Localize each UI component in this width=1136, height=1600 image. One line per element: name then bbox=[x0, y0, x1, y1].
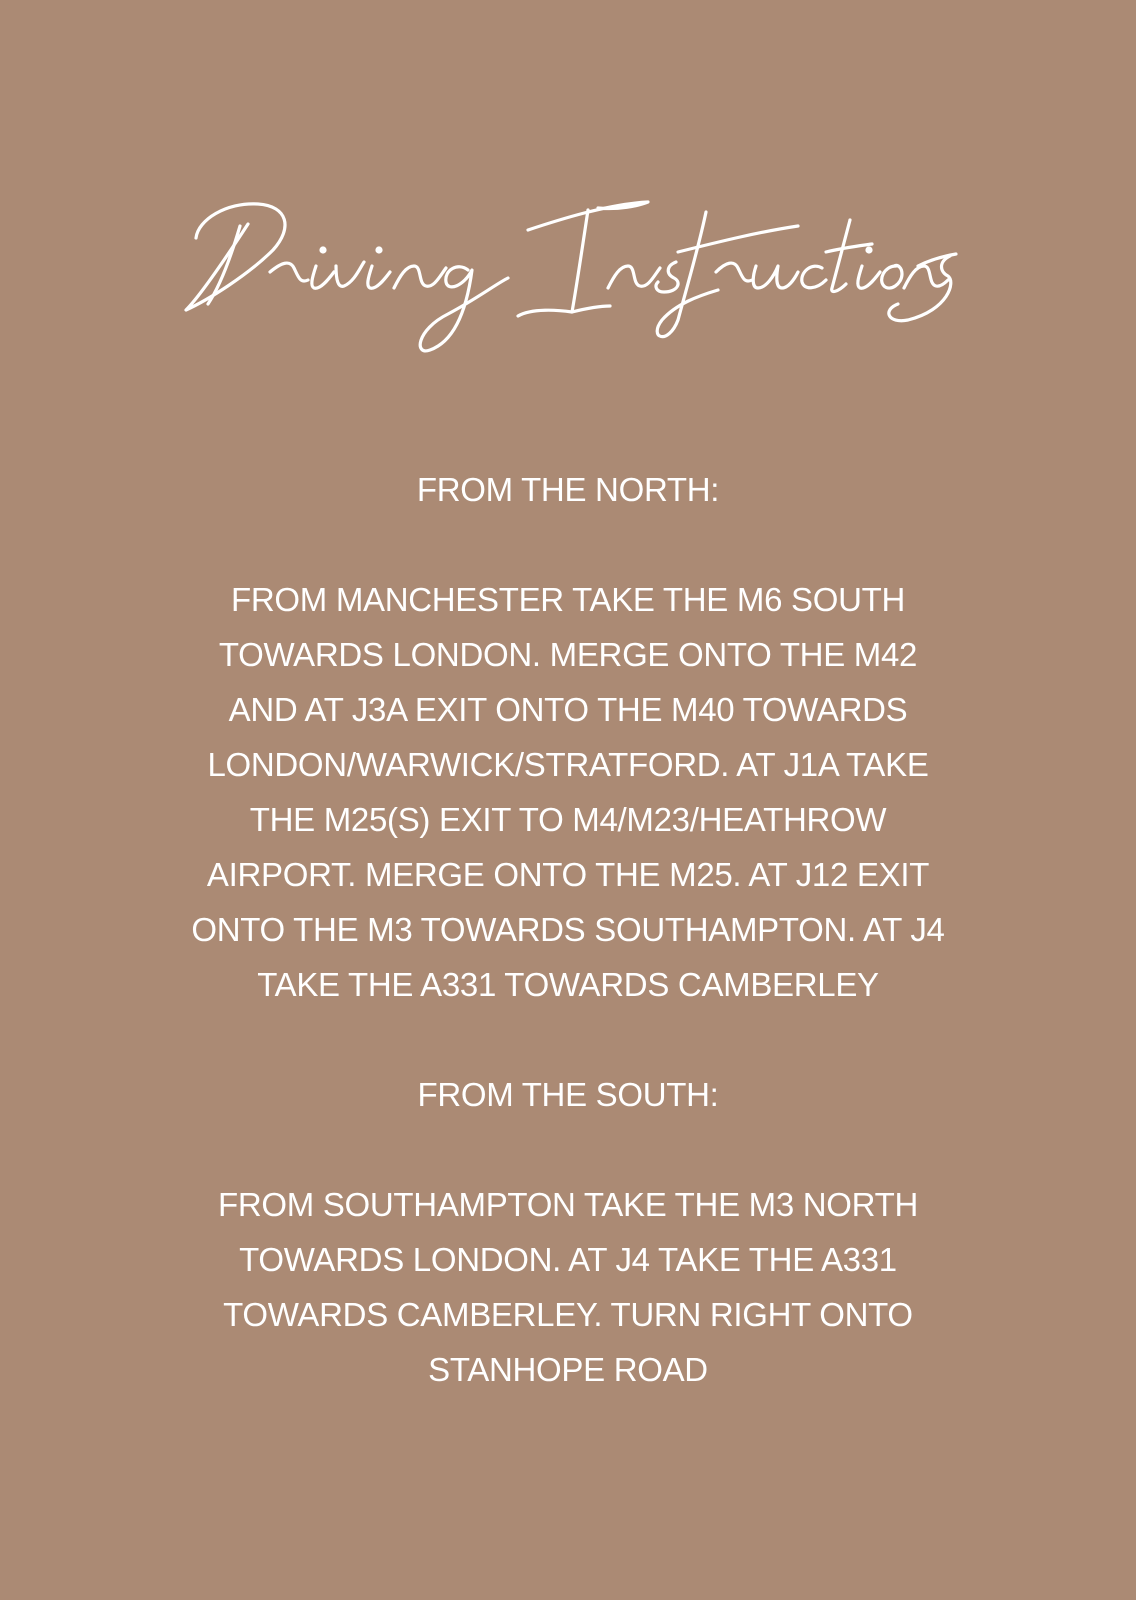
north-line: AIRPORT. MERGE ONTO THE M25. AT J12 EXIT bbox=[206, 856, 930, 893]
south-line: TOWARDS CAMBERLEY. TURN RIGHT ONTO bbox=[223, 1296, 913, 1333]
title-script bbox=[0, 180, 1136, 380]
instructions-body bbox=[120, 462, 1016, 1397]
north-line: THE M25(S) EXIT TO M4/M23/HEATHROW bbox=[249, 801, 887, 838]
north-line: FROM MANCHESTER TAKE THE M6 SOUTH bbox=[231, 581, 905, 618]
south-line: TOWARDS LONDON. AT J4 TAKE THE A331 bbox=[239, 1241, 897, 1278]
south-heading: FROM THE SOUTH: bbox=[417, 1076, 719, 1113]
spacer bbox=[120, 1122, 1016, 1177]
spacer bbox=[120, 517, 1016, 572]
north-line: TOWARDS LONDON. MERGE ONTO THE M42 bbox=[218, 636, 918, 673]
south-line: FROM SOUTHAMPTON TAKE THE M3 NORTH bbox=[218, 1186, 918, 1223]
north-directions bbox=[120, 572, 1016, 1012]
south-directions bbox=[120, 1177, 1016, 1397]
title-script-lettering bbox=[178, 180, 958, 360]
north-line: ONTO THE M3 TOWARDS SOUTHAMPTON. AT J4 bbox=[191, 911, 945, 948]
south-line: STANHOPE ROAD bbox=[428, 1351, 708, 1388]
north-line: LONDON/WARWICK/STRATFORD. AT J1A TAKE bbox=[207, 746, 929, 783]
north-line: TAKE THE A331 TOWARDS CAMBERLEY bbox=[257, 966, 879, 1003]
north-heading: FROM THE NORTH: bbox=[416, 471, 720, 508]
north-line: AND AT J3A EXIT ONTO THE M40 TOWARDS bbox=[228, 691, 908, 728]
spacer bbox=[120, 1012, 1016, 1067]
